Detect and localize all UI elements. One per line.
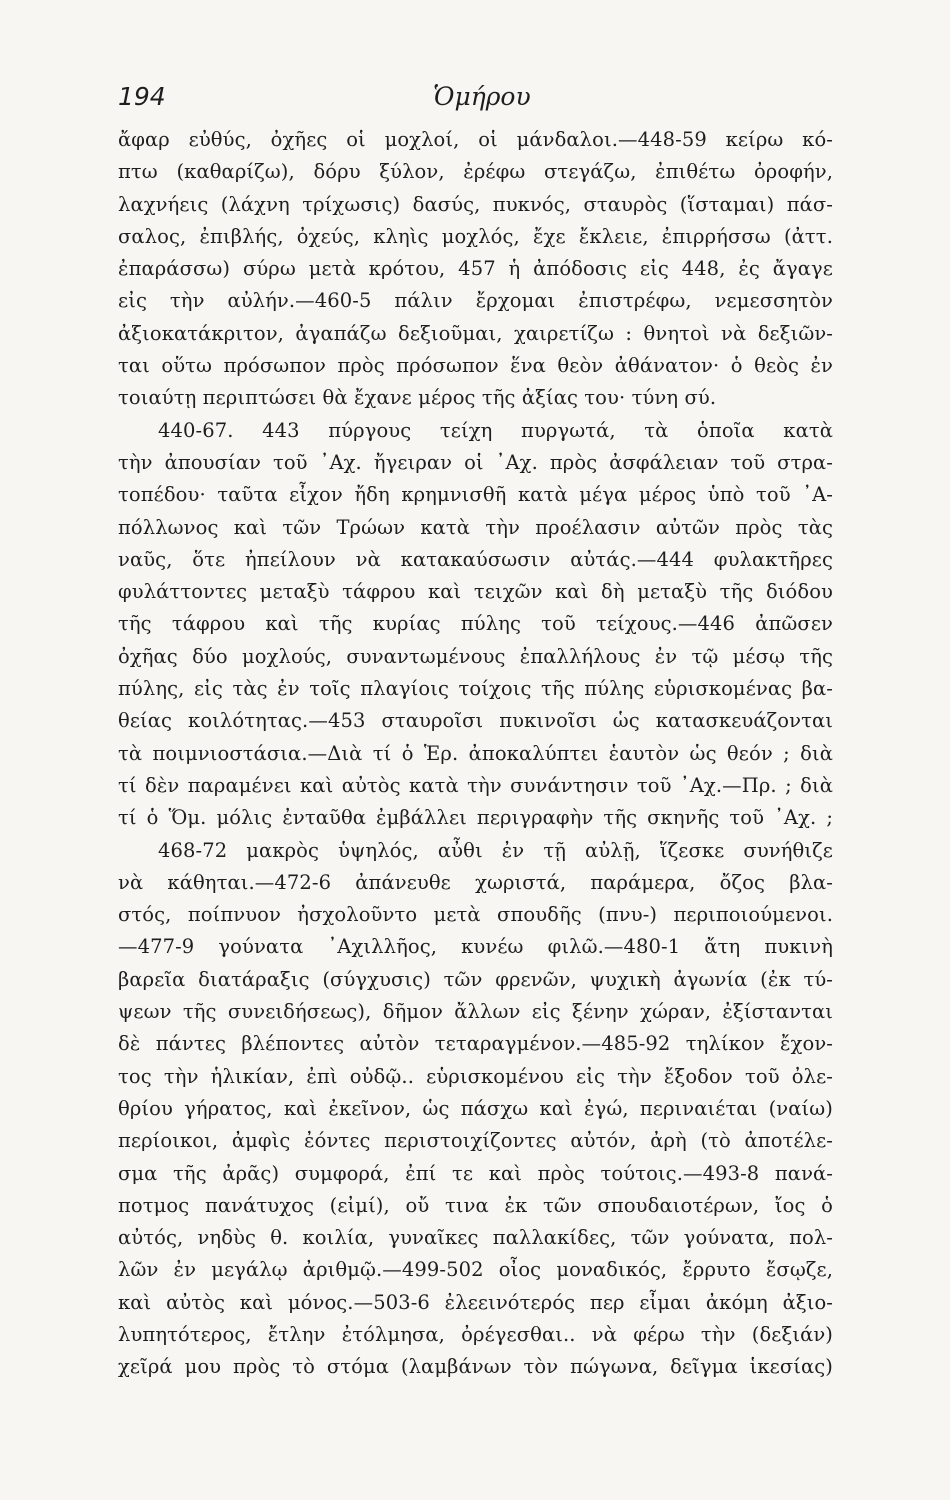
text-line: —477-9 γούνατα ᾿Αχιλλῆος, κυνέω φιλῶ.—480-1 ἄτη πυκινὴ <box>118 935 833 959</box>
text-line: λαχνήεις (λάχνη τρίχωσις) δασύς, πυκνός, σταυρὸς (ἵσταμαι) πάσ- <box>118 192 833 216</box>
text-line: ὀχῆας δύο μοχλούς, συναντωμένους ἐπαλλήλους ἐν τῷ μέσῳ τῆς <box>118 644 833 668</box>
text-line: θείας κοιλότητας.—453 σταυροῖσι πυκινοῖσι ὡς κατασκευάζονται <box>118 709 833 733</box>
page-number: 194 <box>118 82 166 111</box>
text-line: βαρεῖα διατάραξις (σύγχυσις) τῶν φρενῶν, ψυχικὴ ἀγωνία (ἐκ τύ- <box>118 967 833 991</box>
text-line: τὴν ἀπουσίαν τοῦ ᾿Αχ. ἤγειραν οἱ ᾿Αχ. πρὸς ἀσφάλειαν τοῦ στρα- <box>118 450 833 474</box>
text-line: τῆς τάφρου καὶ τῆς κυρίας πύλης τοῦ τείχους.—446 ἀπῶσεν <box>118 612 833 636</box>
text-line: σαλος, ἐπιβλής, ὀχεύς, κληὶς μοχλός, ἔχε ἔκλειε, ἐπιρρήσσω (ἀττ. <box>118 224 833 248</box>
text-line: 468-72 μακρὸς ὑψηλός, αὖθι ἐν τῇ αὐλῇ, ἵζεσκε συνήθιζε <box>158 838 833 862</box>
text-line: ποτμος πανάτυχος (εἰμί), οὔ τινα ἐκ τῶν σπουδαιοτέρων, ἴος ὁ <box>118 1193 833 1217</box>
commentary-text <box>118 124 833 1384</box>
text-line: νὰ κάθηται.—472-6 ἀπάνευθε χωριστά, παράμερα, ὄζος βλα- <box>118 870 833 894</box>
text-line: ται οὕτω πρόσωπον πρὸς πρόσωπον ἕνα θεὸν ἀθάνατον· ὁ θεὸς ἐν <box>118 354 833 378</box>
text-line: τὰ ποιμνιοστάσια.—Διὰ τί ὁ Ἑρ. ἀποκαλύπτει ἑαυτὸν ὡς θεόν ; διὰ <box>118 741 833 765</box>
text-line: ἄφαρ εὐθύς, ὀχῆες οἱ μοχλοί, οἱ μάνδαλοι.—448-59 κείρω κό- <box>118 128 833 151</box>
text-line: τοιαύτῃ περιπτώσει θὰ ἔχανε μέρος τῆς ἀξίας του· τύνη σύ. <box>118 386 717 410</box>
text-line: χεῖρά μου πρὸς τὸ στόμα (λαμβάνων τὸν πώγωνα, δεῖγμα ἱκεσίας) <box>118 1355 833 1379</box>
text-line: πύλης, εἰς τὰς ἐν τοῖς πλαγίοις τοίχοις τῆς πύλης εὑρισκομένας βα- <box>118 677 833 701</box>
text-line: λυπητότερος, ἔτλην ἐτόλμησα, ὀρέγεσθαι.. νὰ φέρω τὴν (δεξιάν) <box>118 1322 833 1346</box>
text-line: ναῦς, ὅτε ἠπείλουν νὰ κατακαύσωσιν αὐτάς.—444 φυλακτῆρες <box>118 547 833 571</box>
section-heading-line: 440-67. 443 πύργους τείχη πυργωτά, τὰ ὁποῖα κατὰ <box>158 418 833 442</box>
text-line: καὶ αὐτὸς καὶ μόνος.—503-6 ἐλεεινότερός περ εἶμαι ἀκόμη ἀξιο- <box>118 1290 833 1314</box>
text-line: τος τὴν ἡλικίαν, ἐπὶ οὐδῷ.. εὑρισκομένου εἰς τὴν ἔξοδον τοῦ ὀλε- <box>118 1064 833 1088</box>
text-line: πτω (καθαρίζω), δόρυ ξύλον, ἐρέφω στεγάζω, ἐπιθέτω ὀροφήν, <box>118 160 833 184</box>
text-line: ἐπαράσσω) σύρω μετὰ κρότου, 457 ἡ ἀπόδοσις εἰς 448, ἐς ἄγαγε <box>118 257 833 281</box>
text-line: τοπέδου· ταῦτα εἶχον ἤδη κρημνισθῆ κατὰ μέγα μέρος ὑπὸ τοῦ ᾿Α- <box>118 483 833 507</box>
text-line: στός, ποίπνυον ἠσχολοῦντο μετὰ σπουδῆς (πνυ-) περιποιούμενοι. <box>118 903 833 927</box>
text-line: περίοικοι, ἀμφὶς ἐόντες περιστοιχίζοντες αὐτόν, ἀρὴ (τὸ ἀποτέλε- <box>118 1129 833 1153</box>
running-title: Ὁμήρου <box>433 82 531 111</box>
page-header <box>118 82 833 122</box>
text-line: πόλλωνος καὶ τῶν Τρώων κατὰ τὴν προέλασιν αὐτῶν πρὸς τὰς <box>118 515 833 539</box>
text-line: θρίου γήρατος, καὶ ἐκεῖνον, ὡς πάσχω καὶ ἐγώ, περιναιέται (ναίω) <box>118 1096 833 1120</box>
text-line: τί ὁ Ὅμ. μόλις ἐνταῦθα ἐμβάλλει περιγραφὴν τῆς σκηνῆς τοῦ ᾿Αχ. ; <box>118 806 833 830</box>
text-line: δὲ πάντες βλέποντες αὐτὸν τεταραγμένον.—485-92 τηλίκον ἔχον- <box>118 1032 833 1056</box>
text-line: φυλάττοντες μεταξὺ τάφρου καὶ τειχῶν καὶ δὴ μεταξὺ τῆς διόδου <box>118 580 833 604</box>
text-line: τί δὲν παραμένει καὶ αὐτὸς κατὰ τὴν συνάντησιν τοῦ ᾿Αχ.—Πρ. ; διὰ <box>118 773 833 797</box>
text-line: εἰς τὴν αὐλήν.—460-5 πάλιν ἔρχομαι ἐπιστρέφω, νεμεσσητὸν <box>118 289 833 313</box>
text-line: ἀξιοκατάκριτον, ἀγαπάζω δεξιοῦμαι, χαιρετίζω : θνητοὶ νὰ δεξιῶν- <box>118 321 833 345</box>
text-line: αὐτός, νηδὺς θ. κοιλία, γυναῖκες παλλακίδες, τῶν γούνατα, πολ- <box>118 1226 833 1250</box>
text-line: σμα τῆς ἀρᾶς) συμφορά, ἐπί τε καὶ πρὸς τούτοις.—493-8 πανά- <box>118 1161 833 1185</box>
text-line: ψεων τῆς συνειδήσεως), δῆμον ἄλλων εἰς ξένην χώραν, ἐξίστανται <box>118 1000 833 1024</box>
text-line: λῶν ἐν μεγάλῳ ἀριθμῷ.—499-502 οἶος μοναδικός, ἔρρυτο ἔσῳζε, <box>118 1258 833 1282</box>
